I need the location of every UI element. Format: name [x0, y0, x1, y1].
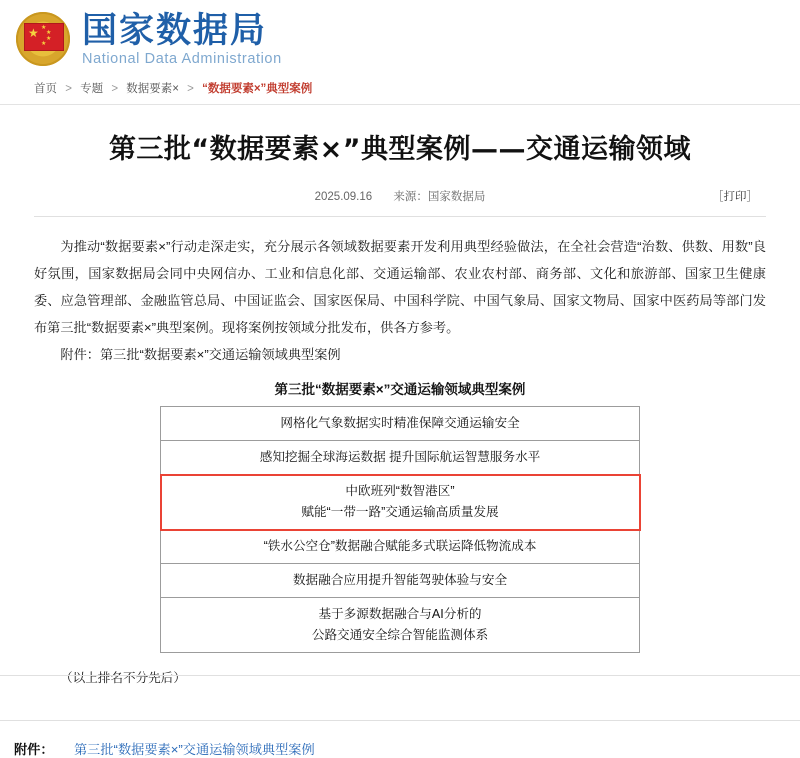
- table-row: [161, 407, 640, 441]
- case-line: 基于多源数据融合与AI分析的: [318, 607, 482, 621]
- attachment-section: [0, 720, 800, 758]
- case-cell-2: [161, 441, 640, 475]
- site-header: [0, 0, 800, 72]
- case-cell-5: [161, 564, 640, 598]
- breadcrumb-item-topic[interactable]: 专题: [80, 83, 104, 95]
- meta-divider: [34, 216, 766, 217]
- article-meta: [34, 188, 766, 216]
- case-cell-4: [161, 530, 640, 564]
- article: [0, 127, 800, 686]
- table-row: [161, 564, 640, 598]
- breadcrumb-separator: >: [111, 83, 119, 95]
- breadcrumb-item-home[interactable]: 首页: [34, 83, 57, 95]
- site-title-cn: 国家数据局: [82, 10, 268, 51]
- case-table: [160, 406, 640, 653]
- site-title-en: National Data Administration: [82, 50, 282, 67]
- attachment-link[interactable]: 第三批“数据要素×”交通运输领域典型案例: [74, 742, 315, 757]
- case-line: 数据融合应用提升智能驾驶体验与安全: [292, 573, 508, 587]
- table-row: [161, 475, 640, 530]
- china-national-emblem-icon: ★ ★ ★ ★ ★: [14, 10, 72, 68]
- case-table-title: 第三批“数据要素×”交通运输领域典型案例: [274, 382, 526, 397]
- publish-date: 2025.09.16: [314, 191, 373, 203]
- case-cell-1: [161, 407, 640, 441]
- case-line: 感知挖掘全球海运数据 提升国际航运智慧服务水平: [259, 450, 541, 464]
- case-line: “铁水公空仓”数据融合赋能多式联运降低物流成本: [263, 539, 537, 553]
- breadcrumb-item-data-element[interactable]: 数据要素×: [126, 83, 179, 95]
- breadcrumb: [0, 72, 800, 105]
- print-button[interactable]: ［打印］: [712, 191, 758, 203]
- table-row: [161, 441, 640, 475]
- case-line: 网格化气象数据实时精准保障交通运输安全: [280, 416, 520, 430]
- site-titles: [82, 12, 282, 67]
- table-row: [161, 598, 640, 653]
- article-body: [34, 233, 766, 368]
- case-cell-6: [161, 598, 640, 653]
- breadcrumb-separator: >: [187, 83, 194, 95]
- case-line: 公路交通安全综合智能监测体系: [311, 628, 489, 642]
- paragraph-intro: 为推动“数据要素×”行动走深走实，充分展示各领域数据要素开发利用典型经验做法，在全社会营造“治数、供数、用数”良好氛围，国家数据局会同中央网信办、工业和信息化部、交通运输部、农业农村部、商务部、文化和旅游部、国家卫生健康委、应急管理部、金融监管总局、中国证监会、国家医保局、中国科学院、中国气象局、国家文物局、国家中医药局等部门发布第三批“数据要素×”典型案例。现将案例按领域分批发布，供各方参考。: [34, 239, 766, 335]
- ranking-note: （以上排名不分先后）: [60, 671, 186, 685]
- table-row: [161, 530, 640, 564]
- paragraph-attachment-note: 附件：第三批“数据要素×”交通运输领域典型案例: [60, 347, 341, 362]
- breadcrumb-item-current: “数据要素×”典型案例: [202, 83, 313, 95]
- attachment-label: 附件：: [14, 742, 54, 757]
- case-cell-3-highlighted: [161, 475, 640, 530]
- case-line: 中欧班列“数智港区”: [345, 484, 455, 498]
- page-title: 第三批“数据要素×”典型案例——交通运输领域: [108, 134, 692, 165]
- breadcrumb-separator: >: [65, 83, 72, 95]
- case-line: 赋能“一带一路”交通运输高质量发展: [301, 505, 499, 519]
- publish-source: 来源：国家数据局: [393, 191, 486, 203]
